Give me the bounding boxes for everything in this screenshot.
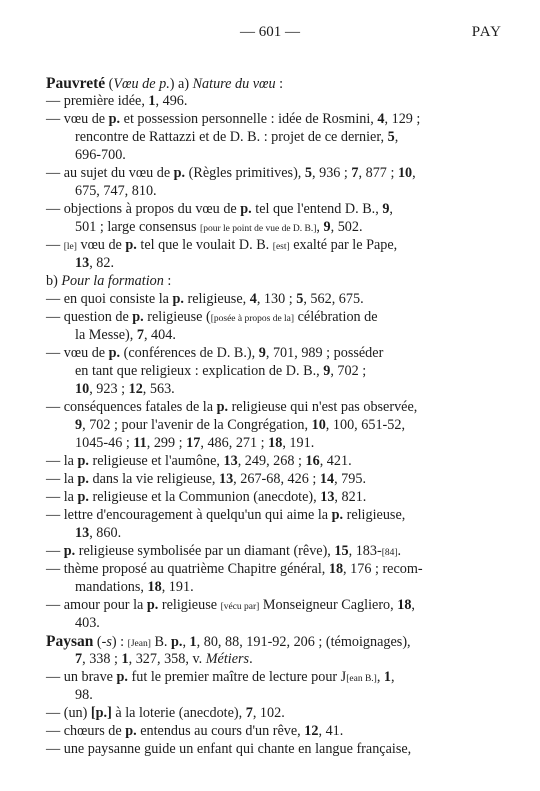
volume-ref: 1 bbox=[189, 634, 197, 650]
text-run: , 338 ; bbox=[82, 651, 122, 667]
text-run: : bbox=[163, 273, 172, 289]
volume-ref: 13 bbox=[320, 489, 335, 505]
text-run: , 860. bbox=[89, 525, 122, 541]
volume-ref: 7 bbox=[75, 651, 83, 667]
dash: — bbox=[46, 165, 61, 181]
entry-line bbox=[46, 705, 285, 722]
text-run: , 701, 989 ; posséder bbox=[265, 345, 384, 361]
editorial-insert: [le] bbox=[63, 242, 77, 252]
text-run: . bbox=[397, 543, 402, 559]
text-run: religieuse symbolisée par un diamant (rêve), bbox=[75, 543, 335, 559]
text-run: célébration de bbox=[294, 309, 378, 325]
dash: — bbox=[46, 237, 61, 253]
volume-ref: 7 bbox=[245, 705, 253, 721]
entry-line bbox=[46, 543, 401, 562]
entry-line bbox=[46, 165, 416, 182]
volume-ref: 1 bbox=[383, 669, 392, 685]
text-run: à la loterie (anecdote), bbox=[111, 705, 246, 721]
text-run: (Règles primitives), bbox=[185, 165, 305, 181]
text-run: religieuse et l'aumône, bbox=[88, 453, 224, 469]
abbrev: p. bbox=[216, 399, 229, 415]
text-run: un brave bbox=[60, 669, 117, 685]
text-run: , 176 ; recom- bbox=[343, 561, 423, 577]
entry-line bbox=[46, 201, 393, 218]
entry-line-continued bbox=[75, 147, 126, 164]
text-run: , 821. bbox=[334, 489, 367, 505]
entry-line bbox=[46, 471, 366, 488]
text-run: , 267-68, 426 ; bbox=[233, 471, 320, 487]
text-run: , 923 ; bbox=[89, 381, 129, 397]
editorial-insert: [Jean] bbox=[127, 639, 151, 649]
text-run: , 129 ; bbox=[384, 111, 421, 127]
entry-line-continued bbox=[75, 363, 366, 380]
text-run: tel que le voulait D. B. bbox=[136, 237, 273, 253]
volume-ref: 7 bbox=[136, 327, 144, 343]
text-run: , 102. bbox=[252, 705, 285, 721]
text-run: 501 ; large consensus bbox=[75, 219, 201, 235]
dash: — bbox=[46, 597, 61, 613]
editorial-insert: [est] bbox=[272, 242, 290, 252]
text-run: conséquences fatales de la bbox=[60, 399, 217, 415]
volume-ref: 9 bbox=[258, 345, 266, 361]
text-run: exalté par le Pape, bbox=[289, 237, 398, 253]
text-run: , 486, 271 ; bbox=[200, 435, 269, 451]
volume-ref: 1 bbox=[148, 93, 156, 109]
text-run: entendus au cours d'un rêve, bbox=[136, 723, 305, 739]
text-run: Pour la formation bbox=[61, 273, 164, 289]
abbrev: p. bbox=[77, 489, 89, 505]
editorial-insert: [vécu par] bbox=[220, 602, 260, 612]
text-run: vœu de bbox=[60, 345, 109, 361]
text-run: , 100, 651-52, bbox=[325, 417, 406, 433]
text-run: , 702 ; pour l'avenir de la Congrégation, bbox=[82, 417, 312, 433]
text-run: , 327, 358, v. bbox=[128, 651, 206, 667]
text-run: religieuse, bbox=[343, 507, 406, 523]
entry-line-continued bbox=[75, 219, 363, 238]
text-run: objections à propos du vœu de bbox=[60, 201, 241, 217]
entry-line-continued bbox=[75, 615, 100, 632]
text-run: , 82. bbox=[89, 255, 115, 271]
volume-ref: 5 bbox=[296, 291, 304, 307]
text-run: la bbox=[60, 453, 78, 469]
text-run: 696-700. bbox=[75, 147, 126, 163]
text-run: ) a) bbox=[169, 76, 193, 92]
entry-line-continued bbox=[75, 579, 194, 596]
entry-line bbox=[46, 291, 364, 308]
editorial-insert: [pour le point de vue de D. B.] bbox=[200, 224, 317, 234]
abbrev: p. bbox=[240, 201, 252, 217]
dash: — bbox=[46, 201, 61, 217]
abbrev: p. bbox=[172, 291, 184, 307]
volume-ref: 12 bbox=[304, 723, 319, 739]
text-run: , 41. bbox=[318, 723, 344, 739]
text-run: Nature du vœu bbox=[192, 76, 276, 92]
volume-ref: 12 bbox=[128, 381, 143, 397]
entry-line-continued bbox=[75, 525, 121, 542]
text-run: ) : bbox=[111, 634, 128, 650]
text-run: dans la vie religieuse, bbox=[88, 471, 219, 487]
editorial-insert: [ean B.] bbox=[346, 674, 377, 684]
text-run: , 563. bbox=[142, 381, 175, 397]
entry-line-continued bbox=[75, 183, 157, 200]
entry-line-continued bbox=[75, 381, 175, 398]
volume-ref: 7 bbox=[351, 165, 359, 181]
text-run: 675, 747, 810. bbox=[75, 183, 157, 199]
text-run: amour pour la bbox=[60, 597, 147, 613]
text-run: , 496. bbox=[155, 93, 188, 109]
text-run: 98. bbox=[75, 687, 93, 703]
abbrev: p. bbox=[116, 669, 128, 685]
abbrev: p. bbox=[77, 453, 89, 469]
abbrev: p. bbox=[173, 165, 186, 181]
entry-heading bbox=[46, 633, 411, 653]
abbrev: p. bbox=[125, 723, 137, 739]
volume-ref: 4 bbox=[249, 291, 257, 307]
text-run: religieuse ( bbox=[143, 309, 211, 325]
entry-line-continued bbox=[75, 417, 405, 434]
text-run: fut le premier maître de lecture pour J bbox=[127, 669, 347, 685]
volume-ref: 10 bbox=[75, 381, 90, 397]
abbrev: [p.] bbox=[90, 705, 112, 721]
text-run: (un) bbox=[60, 705, 91, 721]
entry-line bbox=[46, 507, 405, 524]
abbrev: p. bbox=[77, 471, 89, 487]
text-run: , 183- bbox=[348, 543, 382, 559]
dash: — bbox=[46, 399, 61, 415]
editorial-insert: [84] bbox=[381, 548, 398, 558]
volume-ref: 9 bbox=[75, 417, 83, 433]
abbrev: p. bbox=[171, 634, 183, 650]
entry-line bbox=[46, 669, 395, 688]
text-run: première idée, bbox=[60, 93, 149, 109]
text-run: ( bbox=[93, 634, 102, 650]
entry-line-continued bbox=[75, 435, 314, 452]
volume-ref: 9 bbox=[323, 219, 331, 235]
text-run: . bbox=[249, 651, 253, 667]
volume-ref: 5 bbox=[387, 129, 395, 145]
text-run: chœurs de bbox=[60, 723, 126, 739]
abbrev: p. bbox=[125, 237, 137, 253]
text-run: une paysanne guide un enfant qui chante en langue française, bbox=[60, 741, 412, 757]
text-run: question de bbox=[60, 309, 133, 325]
text-run: Vœu de p. bbox=[113, 76, 170, 92]
volume-ref: 18 bbox=[328, 561, 344, 577]
entry-line bbox=[46, 723, 343, 740]
text-run: vœu de bbox=[60, 111, 109, 127]
abbrev: p. bbox=[146, 597, 159, 613]
entry-line bbox=[46, 741, 411, 758]
dash: — bbox=[46, 291, 61, 307]
dash: — bbox=[46, 741, 61, 757]
text-run: lettre d'encouragement à quelqu'un qui aime la bbox=[60, 507, 332, 523]
entry-line bbox=[46, 309, 378, 328]
text-run: religieuse qui n'est pas observée, bbox=[228, 399, 418, 415]
entry-line-continued bbox=[75, 255, 114, 272]
text-run: religieuse et la Communion (anecdote), bbox=[88, 489, 321, 505]
text-run: 1045-46 ; bbox=[75, 435, 134, 451]
entry-line-continued bbox=[75, 651, 253, 668]
dash: — bbox=[46, 345, 61, 361]
text-run: , bbox=[394, 129, 399, 145]
text-run: thème proposé au quatrième Chapitre général, bbox=[60, 561, 329, 577]
volume-ref: 18 bbox=[268, 435, 283, 451]
entry-heading bbox=[46, 75, 283, 93]
volume-ref: 13 bbox=[223, 453, 238, 469]
volume-ref: 1 bbox=[121, 651, 129, 667]
volume-ref: 13 bbox=[218, 471, 234, 487]
dash: — bbox=[46, 309, 61, 325]
text-run: , 191. bbox=[282, 435, 315, 451]
text-run: -s bbox=[101, 634, 112, 650]
entry-line bbox=[46, 561, 423, 578]
text-run: , bbox=[182, 634, 190, 650]
entry-line bbox=[46, 399, 417, 416]
text-run: vœu de bbox=[76, 237, 126, 253]
volume-ref: 11 bbox=[133, 435, 147, 451]
text-run: , 421. bbox=[319, 453, 352, 469]
volume-ref: 10 bbox=[311, 417, 326, 433]
text-run: : bbox=[275, 76, 284, 92]
text-run: , bbox=[316, 219, 324, 235]
text-run: , bbox=[412, 165, 416, 181]
text-run: , bbox=[376, 669, 384, 685]
volume-ref: 15 bbox=[334, 543, 349, 559]
entry-line bbox=[46, 597, 415, 616]
text-run: , bbox=[411, 597, 415, 613]
text-run: religieuse, bbox=[183, 291, 250, 307]
dash: — bbox=[46, 489, 61, 505]
text-run: mandations, bbox=[75, 579, 148, 595]
headword: Pauvreté bbox=[46, 75, 106, 92]
dash: — bbox=[46, 723, 61, 739]
text-run: , 404. bbox=[143, 327, 176, 343]
page-number: — 601 — bbox=[240, 24, 300, 40]
volume-ref: 4 bbox=[377, 111, 385, 127]
text-run: , bbox=[389, 201, 393, 217]
dash: — bbox=[46, 453, 61, 469]
dash: — bbox=[46, 471, 61, 487]
text-run: , 299 ; bbox=[146, 435, 187, 451]
text-run: , bbox=[391, 669, 395, 685]
text-run: 403. bbox=[75, 615, 100, 631]
dash: — bbox=[46, 705, 61, 721]
text-run: , 502. bbox=[330, 219, 363, 235]
text-run: b) bbox=[46, 273, 62, 289]
text-run: Monseigneur Cagliero, bbox=[259, 597, 398, 613]
text-run: B. bbox=[150, 634, 171, 650]
text-run: , 936 ; bbox=[312, 165, 352, 181]
entry-line-continued bbox=[75, 687, 93, 704]
text-run: , 562, 675. bbox=[303, 291, 364, 307]
text-run: , 80, 88, 191-92, 206 ; (témoignages), bbox=[196, 634, 411, 650]
running-head: PAY bbox=[471, 24, 502, 40]
abbrev: p. bbox=[331, 507, 344, 523]
entry-line bbox=[46, 489, 366, 506]
headword: Paysan bbox=[46, 633, 94, 650]
text-run: ( bbox=[105, 76, 114, 92]
volume-ref: 13 bbox=[75, 255, 90, 271]
text-run: , 877 ; bbox=[358, 165, 398, 181]
section-heading bbox=[46, 273, 171, 290]
text-run: en quoi consiste la bbox=[60, 291, 173, 307]
text-run: et possession personnelle : idée de Rosmini, bbox=[120, 111, 378, 127]
text-run: (conférences de D. B.), bbox=[120, 345, 259, 361]
abbrev: p. bbox=[108, 345, 121, 361]
editorial-insert: [posée à propos de la] bbox=[210, 314, 295, 324]
entry-line bbox=[46, 111, 420, 128]
entry-line bbox=[46, 93, 187, 110]
text-run: la bbox=[60, 471, 78, 487]
text-run: la Messe), bbox=[75, 327, 137, 343]
volume-ref: 14 bbox=[319, 471, 335, 487]
dash: — bbox=[46, 111, 61, 127]
volume-ref: 13 bbox=[75, 525, 90, 541]
volume-ref: 9 bbox=[382, 201, 390, 217]
volume-ref: 10 bbox=[397, 165, 413, 181]
volume-ref: 18 bbox=[397, 597, 412, 613]
text-run: , 795. bbox=[334, 471, 366, 487]
dash: — bbox=[46, 507, 61, 523]
text-run: rencontre de Rattazzi et de D. B. : projet de ce dernier, bbox=[75, 129, 388, 145]
volume-ref: 5 bbox=[304, 165, 312, 181]
dash: — bbox=[46, 93, 61, 109]
text-run: , 702 ; bbox=[330, 363, 367, 379]
dash: — bbox=[46, 561, 61, 577]
text-run: religieuse bbox=[158, 597, 221, 613]
text-run: la bbox=[60, 489, 78, 505]
volume-ref: 9 bbox=[323, 363, 331, 379]
dash: — bbox=[46, 543, 61, 559]
abbrev: p. bbox=[63, 543, 76, 559]
entry-line bbox=[46, 237, 397, 256]
text-run: , 249, 268 ; bbox=[237, 453, 306, 469]
abbrev: p. bbox=[108, 111, 121, 127]
text-run: , 191. bbox=[161, 579, 194, 595]
dash: — bbox=[46, 669, 61, 685]
entry-line-continued bbox=[75, 129, 398, 146]
entry-line bbox=[46, 345, 383, 362]
cross-reference: Métiers bbox=[205, 651, 250, 667]
volume-ref: 17 bbox=[186, 435, 201, 451]
entry-line-continued bbox=[75, 327, 176, 344]
volume-ref: 16 bbox=[305, 453, 320, 469]
text-run: en tant que religieux : explication de D. B., bbox=[75, 363, 324, 379]
volume-ref: 18 bbox=[147, 579, 162, 595]
entry-line bbox=[46, 453, 352, 470]
abbrev: p. bbox=[132, 309, 144, 325]
text-run: tel que l'entend D. B., bbox=[251, 201, 383, 217]
text-run: , 130 ; bbox=[256, 291, 297, 307]
text-run: au sujet du vœu de bbox=[60, 165, 174, 181]
